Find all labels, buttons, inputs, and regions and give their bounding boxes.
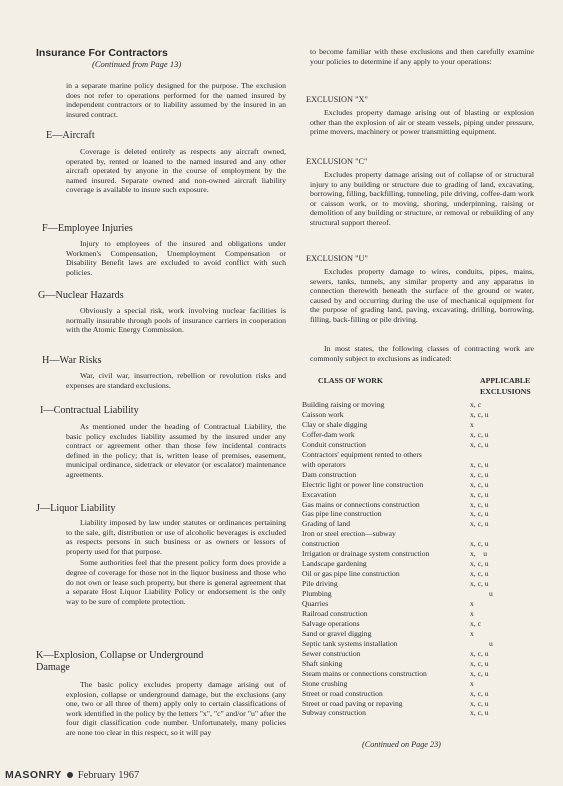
class-of-work-cell: Iron or steel erection—subway: [302, 529, 396, 539]
continued-on: (Continued on Page 23): [362, 740, 441, 749]
exclusions-cell: x: [470, 599, 474, 608]
table-row: [302, 619, 527, 629]
class-of-work-cell: Railroad construction: [302, 608, 368, 618]
class-of-work-cell: Pile driving: [302, 579, 338, 589]
states-paragraph: [310, 344, 534, 363]
table-row: [302, 569, 527, 579]
class-of-work-cell: Plumbing: [302, 589, 332, 599]
table-row: [302, 460, 527, 470]
table-header-applicable: APPLICABLE: [480, 376, 531, 385]
table-row: [302, 500, 527, 510]
exclusions-cell: x, c, u: [470, 439, 489, 449]
section-heading-liquor: J—Liquor Liability: [36, 503, 116, 514]
exclusions-cell: x, c, u: [470, 648, 489, 658]
class-of-work-cell: Salvage operations: [302, 618, 360, 628]
class-of-work-cell: Sand or gravel digging: [302, 628, 372, 638]
class-of-work-cell: Subway construction: [302, 708, 366, 718]
paragraph: War, civil war, insurrection, rebellion or revolution risks and expenses are standard exclusions.: [66, 371, 286, 390]
exclusion-x-body: [310, 108, 534, 137]
paragraph: Coverage is deleted entirely as respects any aircraft owned, operated by, rented or loaned to the named insured and any other aircraft operated by anyone in the course of employment by the named insured. Separate owned and non-owned aircraft liability coverage is available to insure such exposure.: [66, 147, 286, 195]
section-heading-contractual: I—Contractual Liability: [40, 405, 139, 416]
exclusion-u-body: [310, 267, 534, 325]
exclusions-cell: x: [470, 678, 474, 688]
class-of-work-cell: Grading of land: [302, 519, 351, 529]
table-row: [302, 708, 527, 718]
section-heading-employee-injuries: F—Employee Injuries: [42, 223, 133, 234]
table-row: [302, 609, 527, 619]
exclusions-cell: x, c, u: [470, 559, 489, 569]
class-of-work-cell: Gas mains or connections construction: [302, 499, 420, 509]
table-row: [302, 649, 527, 659]
section-body-liquor: [66, 518, 286, 606]
paragraph: In most states, the following classes of contracting work are commonly subject to exclusions as indicated:: [310, 344, 534, 363]
section-heading-explosion: K—Explosion, Collapse or Underground Damage: [36, 650, 204, 673]
exclusions-cell: x, c, u: [470, 489, 489, 499]
exclusions-cell: x, c, u: [470, 519, 489, 529]
exclusions-cell: x, c, u: [470, 539, 489, 549]
table-header-exclusions: EXCLUSIONS: [480, 387, 531, 396]
exclusions-cell: x, c, u: [470, 569, 489, 579]
paragraph: Obviously a special risk, work involving nuclear facilities is normally insurable through pools of insurance carriers in cooperation with the Atomic Energy Commission.: [66, 306, 286, 335]
table-row: [302, 529, 527, 539]
class-of-work-cell: Caisson work: [302, 409, 344, 419]
table-row: [302, 509, 527, 519]
paragraph: The basic policy excludes property damage arising out of explosion, collapse or underground damage, but the exclusions (any one, two or all three of them) apply only to certain classifications of work identified in the policy by the letters "x", "c" and/or "u" after the four digit classification code number. Unfortunately, many policies are none too clear in this respect, so it will pay: [66, 680, 286, 737]
class-of-work-cell: Stone crushing: [302, 678, 348, 688]
class-of-work-cell: Street or road construction: [302, 688, 383, 698]
table-row: [302, 579, 527, 589]
section-body-employee-injuries: [66, 239, 286, 277]
exclusions-cell: x, c, u: [470, 409, 489, 419]
class-of-work-cell: Landscape gardening: [302, 559, 367, 569]
table-row: [302, 699, 527, 709]
section-body-war-risks: [66, 371, 286, 390]
paragraph: Excludes property damage to wires, conduits, pipes, mains, sewers, tanks, tunnels, any similar property and any apparatus in connection therewith beneath the surface of the ground or water, caused by and occurring during the use of mechanical equipment for the purpose of grading land, paving, excavating, drilling, borrowing, filling, back-filling or pile driving.: [310, 267, 534, 324]
exclusion-c-title: EXCLUSION "C": [306, 157, 368, 166]
footer-text: [5, 769, 139, 781]
table-row: [302, 539, 527, 549]
class-of-work-cell: Excavation: [302, 489, 337, 499]
table-row: [302, 689, 527, 699]
exclusions-cell: x, c, u: [470, 509, 489, 519]
section-heading-aircraft: E—Aircraft: [46, 130, 95, 141]
exclusions-cell: x, c, u: [470, 499, 489, 509]
table-row: [302, 410, 527, 420]
table-row: [302, 589, 527, 599]
table-row: [302, 639, 527, 649]
class-of-work-cell: Dam construction: [302, 469, 357, 479]
table-row: [302, 480, 527, 490]
section-heading-war-risks: H—War Risks: [42, 355, 102, 366]
table-row: [302, 559, 527, 569]
table-row: [302, 659, 527, 669]
class-of-work-cell: Street or road paving or repaving: [302, 698, 403, 708]
page-footer: [0, 767, 563, 786]
exclusions-cell: x, c: [470, 400, 481, 409]
paragraph: As mentioned under the heading of Contractual Liability, the basic policy excludes liability assumed by the insured under any contract or agreement other than those few incidental contracts defined in the policy; that is, written lease of premises, easement, municipal ordinance, sidetrack or elevator (or escalator) maintenance agreements.: [66, 422, 286, 479]
exclusions-cell: x, c, u: [470, 429, 489, 439]
table-row: [302, 629, 527, 639]
paragraph: Injury to employees of the insured and obligations under Workmen's Compensation, Unemployment Compensation or Disability Benefit laws are excluded to avoid conflict with such policies.: [66, 239, 286, 277]
class-of-work-cell: Contractors' equipment rented to others: [302, 449, 422, 459]
table-row: [302, 669, 527, 679]
exclusions-cell: x, c, u: [470, 469, 489, 479]
class-of-work-cell: Steam mains or connections construction: [302, 668, 427, 678]
section-heading-nuclear: G—Nuclear Hazards: [38, 290, 124, 301]
table-row: [302, 519, 527, 529]
class-of-work-cell: Quarries: [302, 599, 329, 608]
class-of-work-cell: construction: [302, 539, 340, 549]
magazine-name: MASONRY: [5, 769, 62, 781]
table-row: [302, 599, 527, 609]
exclusions-cell: x, c, u: [470, 459, 489, 469]
exclusions-cell: x, c, u: [470, 658, 489, 668]
exclusions-cell: x, c, u: [470, 579, 489, 589]
class-of-work-cell: Electric light or power line construction: [302, 479, 424, 489]
class-of-work-cell: Coffer-dam work: [302, 429, 355, 439]
exclusions-cell: x: [470, 628, 474, 638]
intro-text: in a separate marine policy designed for the purpose. The exclusion does not refer to operations performed for the named insured by independent contractors or to liability assumed by the insured in an insured contract.: [66, 81, 286, 119]
class-of-work-cell: Clay or shale digging: [302, 419, 368, 429]
article-title: Insurance For Contractors: [36, 47, 168, 59]
section-body-contractual: [66, 422, 286, 480]
class-of-work-cell: Oil or gas pipe line construction: [302, 569, 400, 579]
table-row: [302, 430, 527, 440]
bullet-icon: [67, 772, 73, 778]
class-of-work-cell: Shaft sinking: [302, 658, 343, 668]
table-header-class: CLASS OF WORK: [318, 376, 383, 385]
exclusions-cell: x, c, u: [470, 708, 489, 718]
class-of-work-cell: with operators: [302, 459, 346, 469]
class-of-work-cell: Septic tank systems installation: [302, 638, 398, 648]
paragraph: Some authorities feel that the present policy form does provide a degree of coverage for those not in the liquor business and those who do not own or lease such property, but there is general agreement that a separate Host Liquor Liability Policy or endorsement is the only way to be sure of complete protection.: [66, 558, 286, 606]
exclusions-cell: x, c: [470, 618, 481, 628]
paragraph: Liability imposed by law under statutes or ordinances pertaining to the sale, gift, distribution or use of alcoholic beverages is excluded as respects persons in such business or as owners or lessors of property used for that purpose.: [66, 518, 286, 556]
exclusions-cell: x, c, u: [470, 688, 489, 698]
table-row: [302, 450, 527, 460]
table-row: [302, 490, 527, 500]
exclusions-cell: x, c, u: [470, 479, 489, 489]
section-body-aircraft: [66, 147, 286, 195]
exclusion-x-title: EXCLUSION "X": [306, 95, 368, 104]
table-row: [302, 420, 527, 430]
intro-paragraph: [66, 81, 286, 119]
table-row: [302, 679, 527, 689]
exclusions-cell: x: [470, 608, 474, 618]
issue-date: February 1967: [77, 770, 140, 781]
exclusion-u-title: EXCLUSION "U": [306, 254, 368, 263]
exclusions-cell: x: [470, 419, 474, 429]
exclusions-cell: x, u: [470, 549, 488, 559]
paragraph: Excludes property damage arising out of collapse of or structural injury to any building or structure due to grading of land, excavating, borrowing, filling, backfilling, tunneling, pile driving, coffee-dam work or caisson work, or to moving, shoring, underpinning, raising or demolition of any building or structure, or removal or rebuilding of any structural support thereof.: [310, 170, 534, 227]
paragraph: Excludes property damage arising out of blasting or explosion other than the explosion of air or steam vessels, piping under pressure, prime movers, machinery or power transmitting equipment.: [310, 108, 534, 137]
table-row: [302, 549, 527, 559]
table-row: [302, 470, 527, 480]
section-body-explosion: [66, 680, 286, 738]
exclusion-c-body: [310, 170, 534, 228]
continued-from: (Continued from Page 13): [92, 59, 182, 69]
class-of-work-cell: Irrigation or drainage system construction: [302, 549, 430, 559]
class-of-work-cell: Gas pipe line construction: [302, 509, 382, 519]
table-row: [302, 400, 527, 410]
exclusions-cell: u: [470, 638, 493, 648]
right-intro: [310, 47, 534, 66]
class-of-work-cell: Building raising or moving: [302, 400, 385, 409]
exclusions-cell: u: [470, 589, 493, 599]
exclusions-cell: x, c, u: [470, 668, 489, 678]
class-of-work-cell: Sewer construction: [302, 648, 361, 658]
class-of-work-cell: Conduit construction: [302, 439, 366, 449]
intro-text: to become familiar with these exclusions and then carefully examine your policies to determine if any apply to your operations:: [310, 47, 534, 66]
exclusions-cell: x, c, u: [470, 698, 489, 708]
table-row: [302, 440, 527, 450]
section-body-nuclear: [66, 306, 286, 335]
